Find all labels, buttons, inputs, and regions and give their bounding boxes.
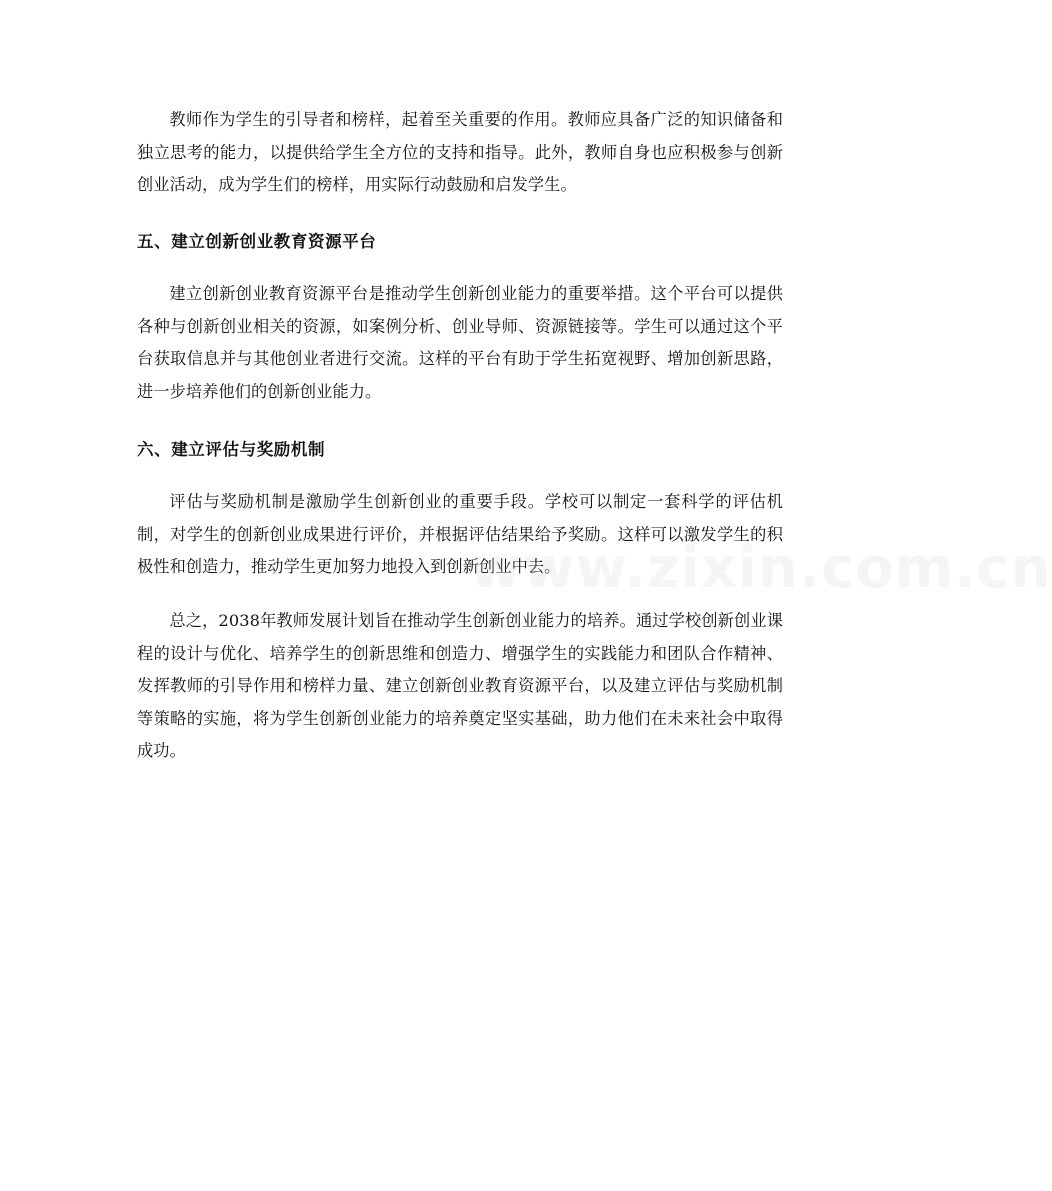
paragraph-teacher-role: 教师作为学生的引导者和榜样，起着至关重要的作用。教师应具备广泛的知识储备和独立思考的能力，以提供给学生全方位的支持和指导。此外，教师自身也应积极参与创新创业活动，成为学生们的榜样，用实际行动鼓励和启发学生。 <box>137 110 783 195</box>
watermark-text: www.zixin.com.cn <box>470 536 1052 601</box>
section-heading-resource-platform: 五、建立创新创业教育资源平台 <box>137 232 377 251</box>
paragraph-conclusion: 总之，2038年教师发展计划旨在推动学生创新创业能力的培养。通过学校创新创业课程的设计与优化、培养学生的创新思维和创造力、增强学生的实践能力和团队合作精神、发挥教师的引导作用和榜样力量、建立创新创业教育资源平台，以及建立评估与奖励机制等策略的实施，将为学生创新创业能力的培养奠定坚实基础，助力他们在未来社会中取得成功。 <box>137 611 783 761</box>
section-heading-evaluation: 六、建立评估与奖励机制 <box>137 440 326 459</box>
paragraph-evaluation: 评估与奖励机制是激励学生创新创业的重要手段。学校可以制定一套科学的评估机制，对学生的创新创业成果进行评价，并根据评估结果给予奖励。这样可以激发学生的积极性和创造力，推动学生更加努力地投入到创新创业中去。 <box>137 492 783 577</box>
paragraph-resource-platform: 建立创新创业教育资源平台是推动学生创新创业能力的重要举措。这个平台可以提供各种与创新创业相关的资源，如案例分析、创业导师、资源链接等。学生可以通过这个平台获取信息并与其他创业者进行交流。这样的平台有助于学生拓宽视野、增加创新思路，进一步培养他们的创新创业能力。 <box>137 284 783 401</box>
